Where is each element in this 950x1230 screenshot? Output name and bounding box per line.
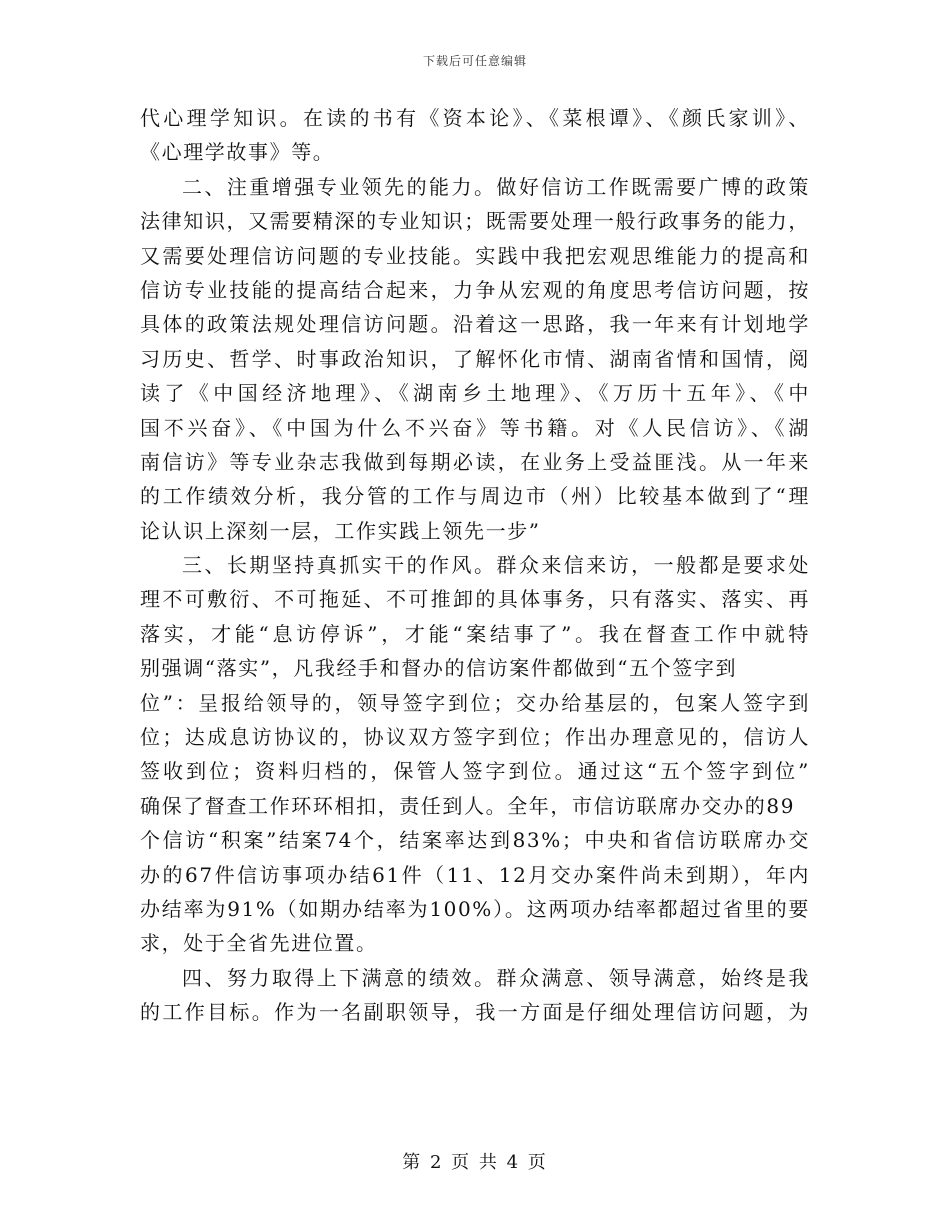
page-header: 下载后可任意编辑 [422,54,527,68]
body-line: 落实，才能“息访停诉”，才能“案结事了”。我在督查工作中就特 [140,621,810,646]
body-line: 个信访“积案”结案74个，结案率达到83%；中央和省信访联席办交 [140,828,810,853]
body-line: 位”：呈报给领导的，领导签字到位；交办给基层的，包案人签字到 [140,690,810,715]
body-line: 论认识上深刻一层，工作实践上领先一步” [140,518,541,543]
body-line: 签收到位；资料归档的，保管人签字到位。通过这“五个签字到位” [140,759,810,784]
paragraph-start-line: 二、注重增强专业领先的能力。做好信访工作既需要广博的政策 [182,174,810,199]
body-line: 法律知识，又需要精深的专业知识；既需要处理一般行政事务的能力， [140,209,810,234]
body-line: 南信访》等专业杂志我做到每期必读，在业务上受益匪浅。从一年来 [140,449,810,474]
body-line: 又需要处理信访问题的专业技能。实践中我把宏观思维能力的提高和 [140,243,810,268]
body-line: 办结率为91%（如期办结率为100%）。这两项办结率都超过省里的要 [140,896,810,921]
body-line: 《心理学故事》等。 [140,140,335,165]
body-line: 的工作目标。作为一名副职领导，我一方面是仔细处理信访问题，为 [140,1000,810,1025]
body-line: 办的67件信访事项办结61件（11、12月交办案件尚未到期），年内 [140,862,810,887]
page-number-footer: 第 2 页 共 4 页 [402,1152,548,1173]
paragraph-start-line: 三、长期坚持真抓实干的作风。群众来信来访，一般都是要求处 [182,553,810,578]
body-line: 的工作绩效分析，我分管的工作与周边市（州）比较基本做到了“理 [140,484,810,509]
body-line: 信访专业技能的提高结合起来，力争从宏观的角度思考信访问题，按 [140,277,810,302]
body-line: 别强调“落实”，凡我经手和督办的信访案件都做到“五个签字到 [140,656,738,681]
body-line: 国不兴奋》、《中国为什么不兴奋》等书籍。对《人民信访》、《湖 [140,415,810,440]
body-line: 求，处于全省先进位置。 [140,931,378,956]
body-line: 具体的政策法规处理信访问题。沿着这一思路，我一年来有计划地学 [140,312,810,337]
body-line: 位；达成息访协议的，协议双方签字到位；作出办理意见的，信访人 [140,725,810,750]
document-body [140,101,810,1030]
body-line: 读了《中国经济地理》、《湖南乡土地理》、《万历十五年》、《中 [140,381,810,406]
body-line: 习历史、哲学、时事政治知识，了解怀化市情、湖南省情和国情，阅 [140,346,810,371]
paragraph-start-line: 四、努力取得上下满意的绩效。群众满意、领导满意，始终是我 [182,965,810,990]
body-line: 代心理学知识。在读的书有《资本论》、《菜根谭》、《颜氏家训》、 [140,106,810,130]
body-line: 理不可敷衍、不可拖延、不可推卸的具体事务，只有落实、落实、再 [140,587,810,612]
body-line: 确保了督查工作环环相扣，责任到人。全年，市信访联席办交办的89 [140,793,796,818]
